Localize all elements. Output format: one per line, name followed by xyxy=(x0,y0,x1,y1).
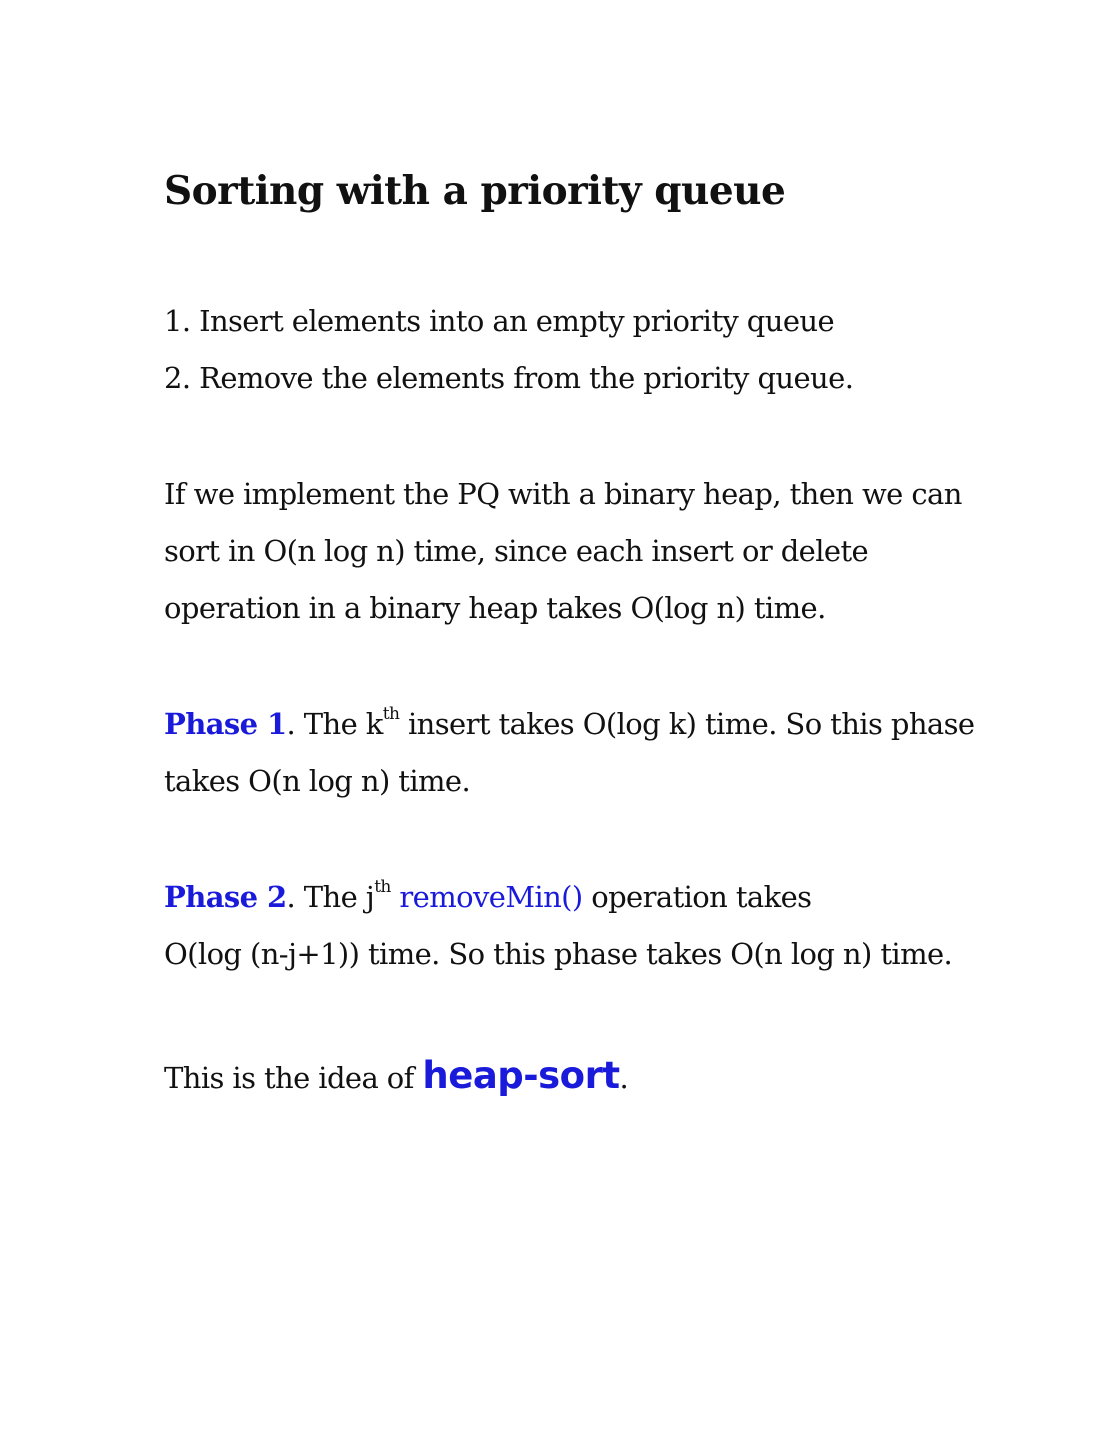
step-2: 2. Remove the elements from the priority queue. xyxy=(164,361,854,395)
remove-min-method: removeMin() xyxy=(390,880,583,914)
phase-1-text-b: insert takes O(log k) time. So this phase xyxy=(399,707,975,741)
conclusion-suffix: . xyxy=(619,1061,629,1095)
phase-2-superscript: th xyxy=(374,877,391,898)
paragraph-line-1: If we implement the PQ with a binary heap, then we can xyxy=(164,477,962,511)
step-1: 1. Insert elements into an empty priority queue xyxy=(164,304,835,338)
phase-2-line-1 xyxy=(164,877,811,917)
page-title: Sorting with a priority queue xyxy=(164,168,786,214)
phase-2-text-a: . The j xyxy=(286,880,375,914)
phase-1-superscript: th xyxy=(382,704,400,725)
phase-2-label: Phase 2 xyxy=(164,880,287,914)
phase-1-line-2: takes O(n log n) time. xyxy=(164,764,471,798)
conclusion-prefix: This is the idea of xyxy=(164,1061,423,1095)
phase-2-text-b: operation takes xyxy=(582,880,812,914)
phase-1-text-a: . The k xyxy=(286,707,383,741)
phase-1-line-1 xyxy=(164,704,974,744)
paragraph-line-2: sort in O(n log n) time, since each insert or delete xyxy=(164,534,869,568)
conclusion-line xyxy=(164,1056,628,1098)
paragraph-line-3: operation in a binary heap takes O(log n) time. xyxy=(164,591,826,625)
phase-1-label: Phase 1 xyxy=(164,707,287,741)
phase-2-line-2: O(log (n-j+1)) time. So this phase takes O(n log n) time. xyxy=(164,937,953,971)
heap-sort-term: heap-sort xyxy=(422,1054,620,1097)
